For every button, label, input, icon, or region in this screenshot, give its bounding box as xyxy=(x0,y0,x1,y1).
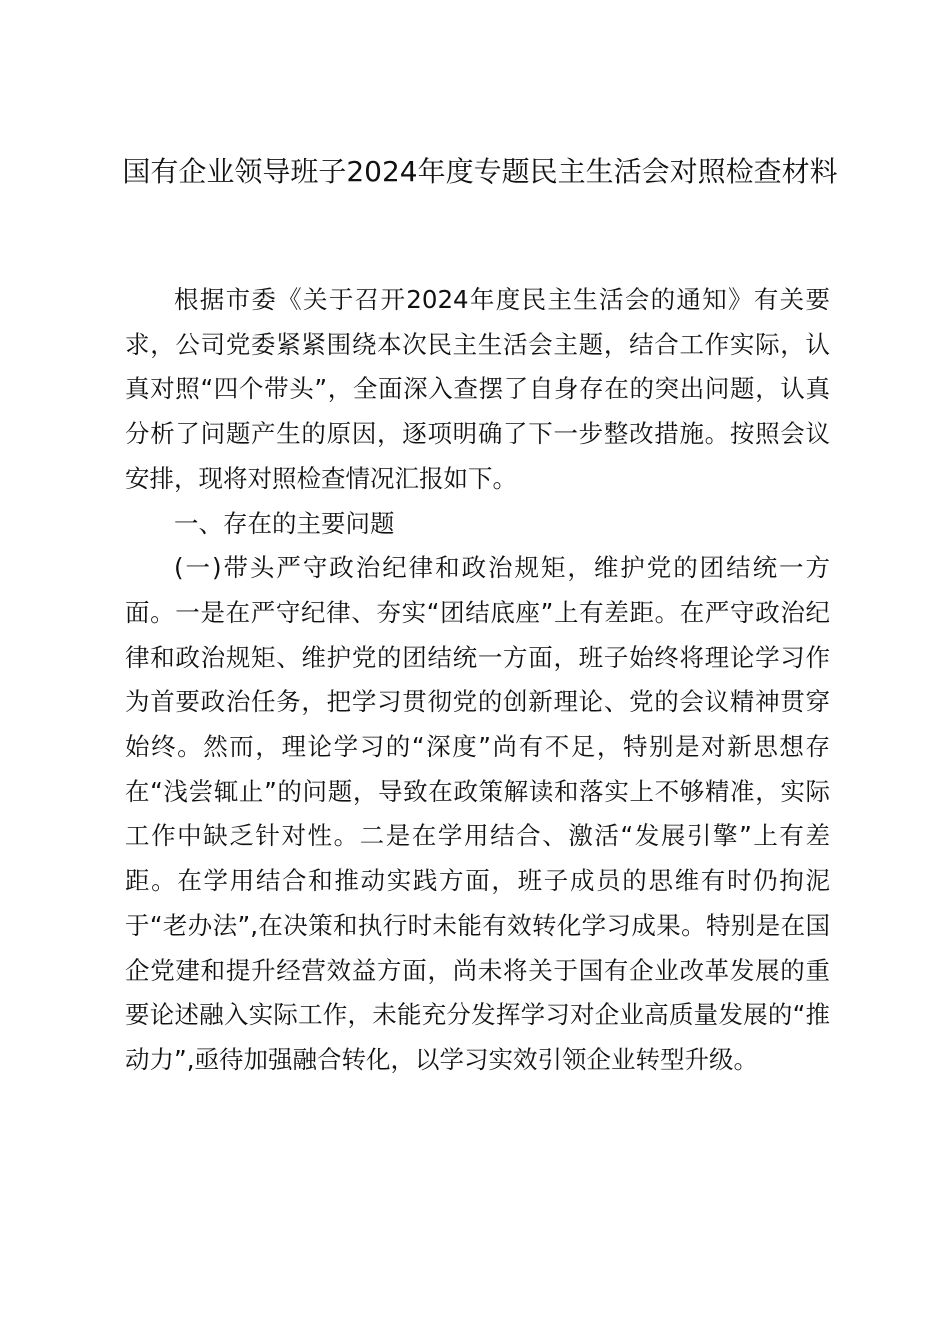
body-paragraph: (一)带头严守政治纪律和政治规矩，维护党的团结统一方面。一是在严守纪律、夯实“团结底座”上有差距。在严守政治纪律和政治规矩、维护党的团结统一方面，班子始终将理论学习作为首要政治任务，把学习贯彻党的创新理论、党的会议精神贯穿始终。然而，理论学习的“深度”尚有不足，特别是对新思想存在“浅尝辄止”的问题，导致在政策解读和落实上不够精准，实际工作中缺乏针对性。二是在学用结合、激活“发展引擎”上有差距。在学用结合和推动实践方面，班子成员的思维有时仍拘泥于“老办法”,在决策和执行时未能有效转化学习成果。特别是在国企党建和提升经营效益方面，尚未将关于国有企业改革发展的重要论述融入实际工作，未能充分发挥学习对企业高质量发展的“推动力”,亟待加强融合转化，以学习实效引领企业转型升级。 xyxy=(125,553,830,1074)
intro-paragraph: 根据市委《关于召开2024年度民主生活会的通知》有关要求，公司党委紧紧围绕本次民主生活会主题，结合工作实际，认真对照“四个带头”，全面深入查摆了自身存在的突出问题，认真分析了问题产生的原因，逐项明确了下一步整改措施。按照会议安排，现将对照检查情况汇报如下。 xyxy=(125,285,830,493)
document-body xyxy=(125,278,830,1083)
document-title: 国有企业领导班子2024年度专题民主生活会对照检查材料 xyxy=(122,155,838,188)
section-heading: 一、存在的主要问题 xyxy=(174,508,395,538)
